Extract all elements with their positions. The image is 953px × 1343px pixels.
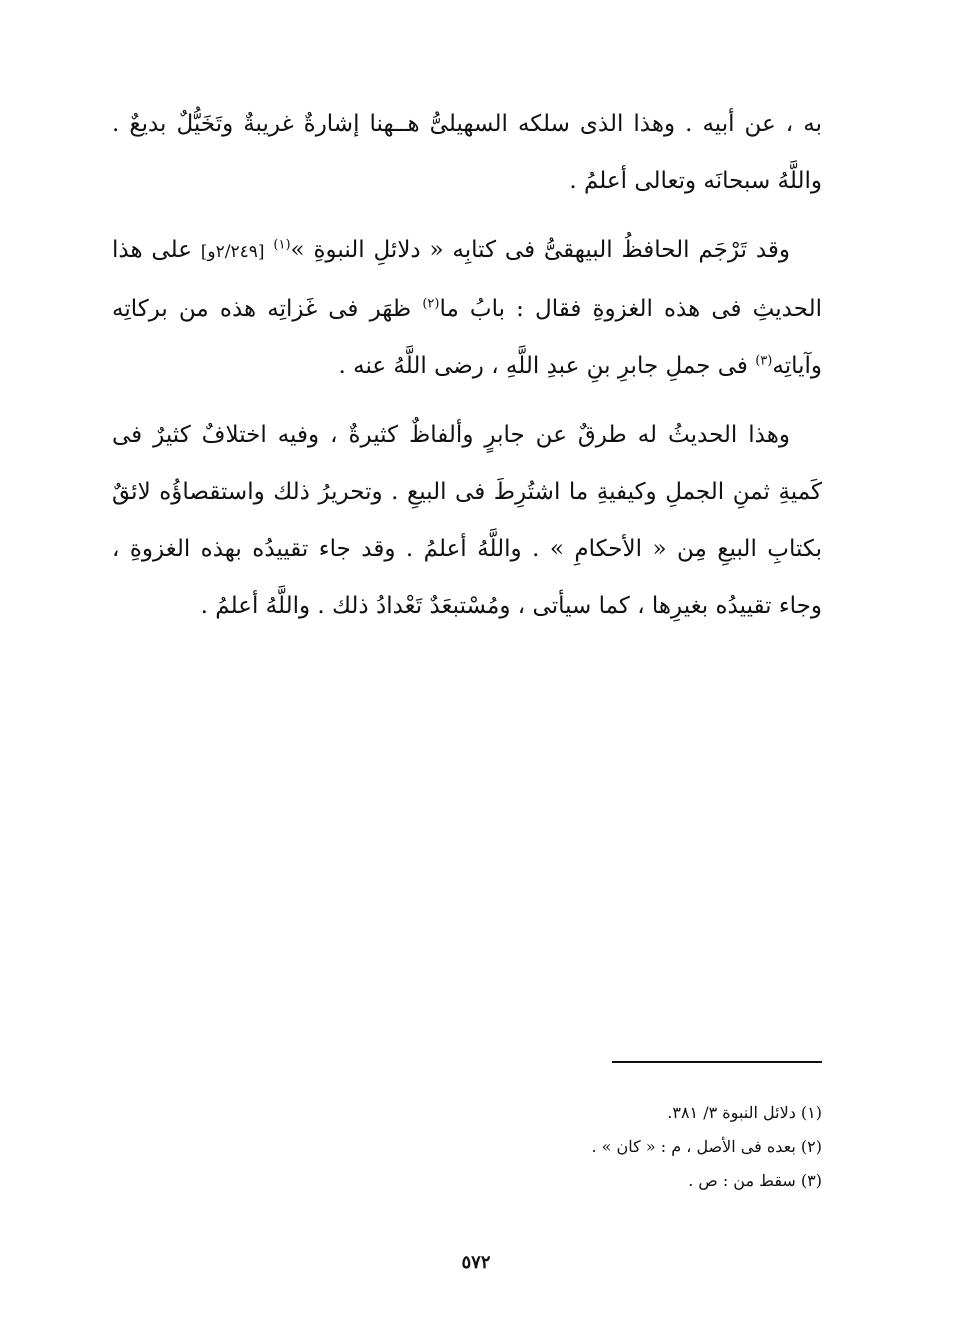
footnote-ref-3[interactable]: (٣) (755, 353, 773, 369)
paragraph-2-text-c: ظهَر فى غَزاتِه هذه من بركاتِه وآياتِه (112, 296, 822, 379)
manuscript-folio-ref: [٢/٢٤٩و] (200, 242, 265, 262)
footnote-ref-1[interactable]: (١) (273, 237, 291, 253)
main-text (112, 96, 822, 635)
paragraph-2-text-b: على هذا الحديثِ فى هذه الغزوةِ فقال : بابُ ما (112, 237, 822, 322)
footnote-separator (612, 1061, 822, 1063)
footnote-2: (٢) بعده فى الأصل ، م : « كان » . (591, 1137, 822, 1156)
paragraph-3 (112, 407, 822, 635)
footnote-3: (٣) سقط من : ص . (688, 1171, 822, 1190)
paragraph-2-text-d: فى جملِ جابرِ بنِ عبدِ اللَّهِ ، رضى اللَّهُ عنه . (338, 353, 748, 379)
page-number: ٥٧٢ (461, 1252, 491, 1273)
footnotes (420, 1096, 822, 1198)
footnote-ref-2[interactable]: (٢) (422, 296, 440, 312)
footnote-1: (١) دلائل النبوة ٣/ ٣٨١. (667, 1103, 822, 1122)
paragraph-1 (112, 96, 822, 210)
paragraph-2-text-a: وقد تَرْجَم الحافظُ البيهقىُّ فى كتابِه « دلائلِ النبوةِ » (290, 237, 790, 263)
paragraph-3-text: وهذا الحديثُ له طرقٌ عن جابرٍ وألفاظٌ كثيرةٌ ، وفيه اختلافٌ كثيرٌ فى كَميةِ ثمنِ الجملِ وكيفيةِ ما اشتُرِطَ فى البيعِ . وتحريرُ ذلك واستقصاؤُه لائقٌ بكتابِ البيعِ مِن « الأحكامِ » . واللَّهُ أعلمُ . وقد جاء تقييدُه بهذه الغزوةِ ، وجاء تقييدُه بغيرِها ، كما سيأتى ، ومُسْتبعَدٌ تَعْدادُ ذلك . واللَّهُ أعلمُ . (112, 422, 822, 619)
paragraph-2 (112, 222, 822, 395)
paragraph-1-text: به ، عن أبيه . وهذا الذى سلكه السهيلىُّ هــهنا إشارةٌ غريبةٌ وتَخَيُّلٌ بديعٌ . واللَّهُ سبحانَه وتعالى أعلمُ . (112, 111, 822, 194)
